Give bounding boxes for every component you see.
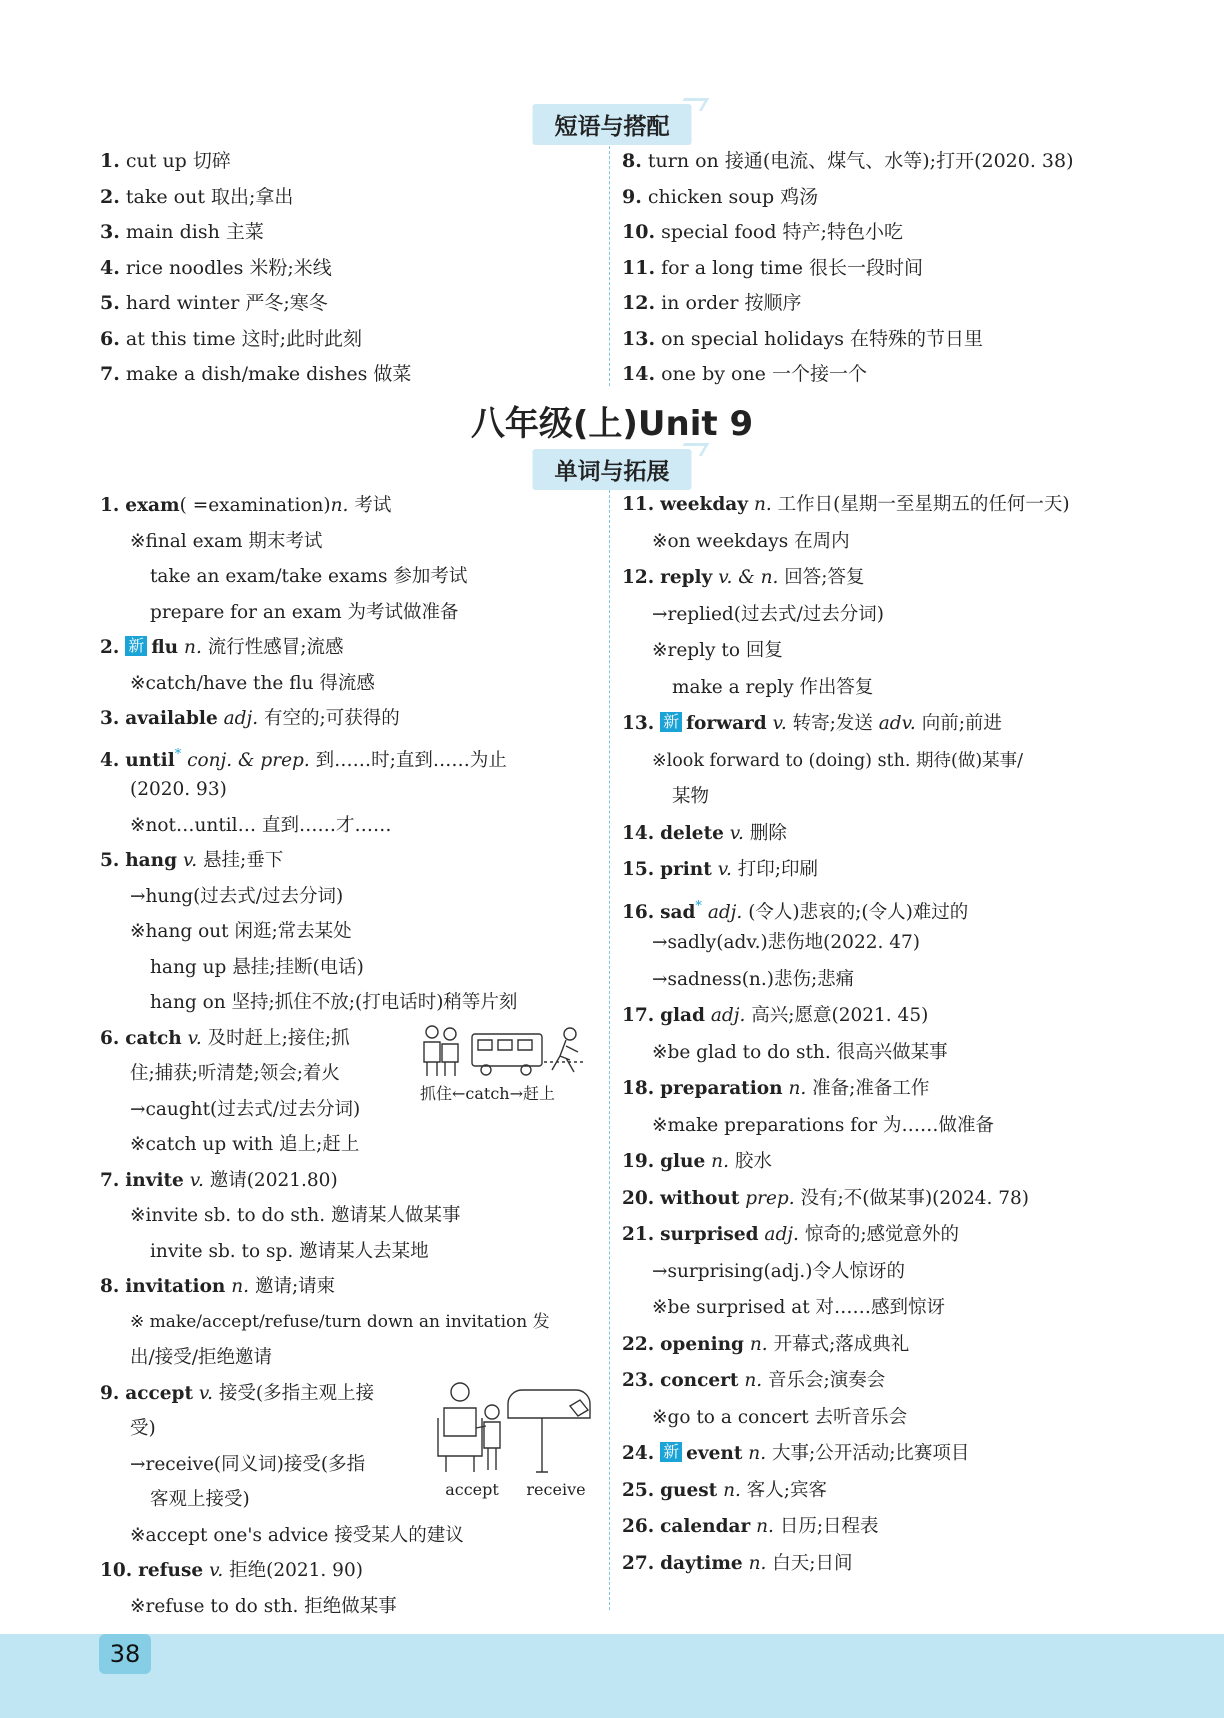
word-entry: 3. available adj. 有空的;可获得的 bbox=[100, 708, 400, 729]
word-extension: take an exam/take exams 参加考试 bbox=[150, 566, 468, 587]
star-mark: * bbox=[174, 746, 182, 762]
word-extension: →hung(过去式/过去分词) bbox=[130, 885, 344, 907]
word-entry: 19. glue n. 胶水 bbox=[622, 1151, 772, 1172]
word-extension: ※look forward to (doing) sth. 期待(做)某事/ bbox=[652, 750, 1024, 771]
receive-caption: receive bbox=[526, 1480, 586, 1499]
page-footer-band bbox=[0, 1634, 1224, 1718]
word-entry: 18. preparation n. 准备;准备工作 bbox=[622, 1078, 930, 1099]
phrase-item: 1. cut up 切碎 bbox=[100, 150, 231, 172]
word-entry: 1. exam( =examination)n. 考试 bbox=[100, 495, 392, 516]
accept-caption: accept bbox=[445, 1480, 499, 1499]
catch-illustration bbox=[420, 1022, 592, 1103]
section-header-words: 单词与拓展 bbox=[533, 449, 692, 490]
word-extension: invite sb. to sp. 邀请某人去某地 bbox=[150, 1240, 429, 1262]
word-extension: →surprising(adj.)令人惊讶的 bbox=[652, 1260, 905, 1282]
word-entry: 15. print v. 打印;印刷 bbox=[622, 859, 818, 880]
word-entry: 6. catch v. 及时赶上;接住;抓 bbox=[100, 1027, 350, 1049]
star-mark: * bbox=[695, 898, 702, 914]
word-extension: ※be surprised at 对……感到惊讶 bbox=[652, 1297, 946, 1318]
word-extension: ※ make/accept/refuse/turn down an invitation 发 bbox=[130, 1311, 550, 1332]
word-entry: 23. concert n. 音乐会;演奏会 bbox=[622, 1370, 886, 1391]
section-header-phrases: 短语与搭配 bbox=[533, 104, 692, 145]
word-entry: 11. weekday n. 工作日(星期一至星期五的任何一天) bbox=[622, 494, 1070, 515]
phrase-item: 14. one by one 一个接一个 bbox=[622, 363, 867, 385]
word-entry: 27. daytime n. 白天;日间 bbox=[622, 1552, 853, 1574]
word-extension: 受) bbox=[130, 1418, 156, 1439]
words-right-column bbox=[622, 487, 1202, 1582]
catch-scene-icon bbox=[420, 1022, 592, 1080]
phrase-item: 7. make a dish/make dishes 做菜 bbox=[100, 363, 412, 385]
word-extension: ※on weekdays 在周内 bbox=[652, 530, 850, 552]
word-entry: 10. refuse v. 拒绝(2021. 90) bbox=[100, 1560, 363, 1581]
new-word-badge: 新 bbox=[660, 1442, 682, 1462]
word-entry: 21. surprised adj. 惊奇的;感觉意外的 bbox=[622, 1224, 960, 1245]
word-entry: 8. invitation n. 邀请;请柬 bbox=[100, 1276, 336, 1297]
word-entry: 12. reply v. & n. 回答;答复 bbox=[622, 567, 865, 588]
phrase-item: 12. in order 按顺序 bbox=[622, 292, 802, 314]
word-extension: ※accept one's advice 接受某人的建议 bbox=[130, 1524, 464, 1546]
phrase-item: 6. at this time 这时;此时此刻 bbox=[100, 327, 363, 350]
phrase-item: 9. chicken soup 鸡汤 bbox=[622, 185, 819, 208]
word-entry: 25. guest n. 客人;宾客 bbox=[622, 1479, 828, 1501]
phrase-item: 3. main dish 主菜 bbox=[100, 221, 264, 243]
word-extension: ※invite sb. to do sth. 邀请某人做某事 bbox=[130, 1205, 461, 1226]
word-extension: →receive(同义词)接受(多指 bbox=[130, 1453, 366, 1475]
new-word-badge: 新 bbox=[125, 636, 147, 656]
word-extension: ※go to a concert 去听音乐会 bbox=[652, 1406, 908, 1428]
word-extension: ※hang out 闲逛;常去某处 bbox=[130, 921, 352, 942]
word-extension: →sadly(adv.)悲伤地(2022. 47) bbox=[652, 932, 920, 953]
accept-receive-captions bbox=[430, 1480, 600, 1500]
word-extension: ※final exam 期末考试 bbox=[130, 530, 323, 552]
word-entry: 9. accept v. 接受(多指主观上接 bbox=[100, 1382, 375, 1404]
word-extension: 某物 bbox=[672, 786, 710, 807]
word-extension: prepare for an exam 为考试做准备 bbox=[150, 601, 459, 623]
phrases-right-column bbox=[622, 144, 1182, 393]
word-entry: 22. opening n. 开幕式;落成典礼 bbox=[622, 1333, 910, 1355]
word-entry: 13. 新 forward v. 转寄;发送 adv. 向前;前进 bbox=[622, 712, 1002, 734]
phrases-left-column bbox=[100, 144, 600, 393]
accept-receive-icon bbox=[430, 1378, 600, 1476]
phrase-item: 11. for a long time 很长一段时间 bbox=[622, 256, 924, 279]
word-extension: 出/接受/拒绝邀请 bbox=[130, 1347, 272, 1368]
page-number: 38 bbox=[99, 1634, 151, 1674]
word-extension: ※catch/have the flu 得流感 bbox=[130, 672, 375, 694]
unit-title: 八年级(上)Unit 9 bbox=[470, 404, 754, 444]
phrase-item: 10. special food 特产;特色小吃 bbox=[622, 221, 903, 243]
word-entry: 16. sad* adj. (令人)悲哀的;(令人)难过的 bbox=[622, 898, 969, 923]
word-extension: 住;捕获;听清楚;领会;着火 bbox=[130, 1063, 340, 1084]
word-entry: 7. invite v. 邀请(2021.80) bbox=[100, 1169, 338, 1191]
word-entry: 4. until* conj. & prep. 到……时;直到……为止 bbox=[100, 746, 507, 771]
word-entry: 24. 新 event n. 大事;公开活动;比赛项目 bbox=[622, 1442, 970, 1464]
word-extension: (2020. 93) bbox=[130, 779, 227, 800]
word-entry: 20. without prep. 没有;不(做某事)(2024. 78) bbox=[622, 1187, 1030, 1209]
word-extension: hang on 坚持;抓住不放;(打电话时)稍等片刻 bbox=[150, 992, 518, 1013]
word-entry: 5. hang v. 悬挂;垂下 bbox=[100, 850, 284, 871]
accept-receive-illustration bbox=[430, 1378, 600, 1500]
word-extension: ※reply to 回复 bbox=[652, 640, 783, 661]
word-extension: →sadness(n.)悲伤;悲痛 bbox=[652, 968, 855, 990]
word-entry: 26. calendar n. 日历;日程表 bbox=[622, 1516, 879, 1537]
phrase-item: 2. take out 取出;拿出 bbox=[100, 185, 294, 208]
phrase-item: 8. turn on 接通(电流、煤气、水等);打开(2020. 38) bbox=[622, 150, 1074, 172]
phrase-item: 5. hard winter 严冬;寒冬 bbox=[100, 292, 328, 314]
word-extension: 客观上接受) bbox=[150, 1489, 250, 1510]
word-extension: ※not…until… 直到……才…… bbox=[130, 814, 392, 836]
word-entry: 17. glad adj. 高兴;愿意(2021. 45) bbox=[622, 1005, 929, 1026]
word-entry: 14. delete v. 删除 bbox=[622, 822, 787, 844]
column-divider bbox=[609, 146, 610, 386]
column-divider bbox=[609, 490, 610, 1610]
catch-caption: 抓住←catch→赶上 bbox=[420, 1084, 556, 1103]
word-extension: ※be glad to do sth. 很高兴做某事 bbox=[652, 1041, 948, 1063]
word-extension: make a reply 作出答复 bbox=[672, 676, 874, 698]
word-extension: ※make preparations for 为……做准备 bbox=[652, 1114, 994, 1136]
word-entry: 2. 新 flu n. 流行性感冒;流感 bbox=[100, 636, 344, 658]
phrase-item: 4. rice noodles 米粉;米线 bbox=[100, 256, 332, 279]
word-extension: →replied(过去式/过去分词) bbox=[652, 603, 884, 625]
word-extension: ※catch up with 追上;赶上 bbox=[130, 1134, 360, 1155]
word-extension: ※refuse to do sth. 拒绝做某事 bbox=[130, 1595, 397, 1617]
word-extension: hang up 悬挂;挂断(电话) bbox=[150, 956, 364, 978]
phrase-item: 13. on special holidays 在特殊的节日里 bbox=[622, 327, 983, 350]
new-word-badge: 新 bbox=[660, 712, 682, 732]
word-extension: →caught(过去式/过去分词) bbox=[130, 1098, 361, 1120]
